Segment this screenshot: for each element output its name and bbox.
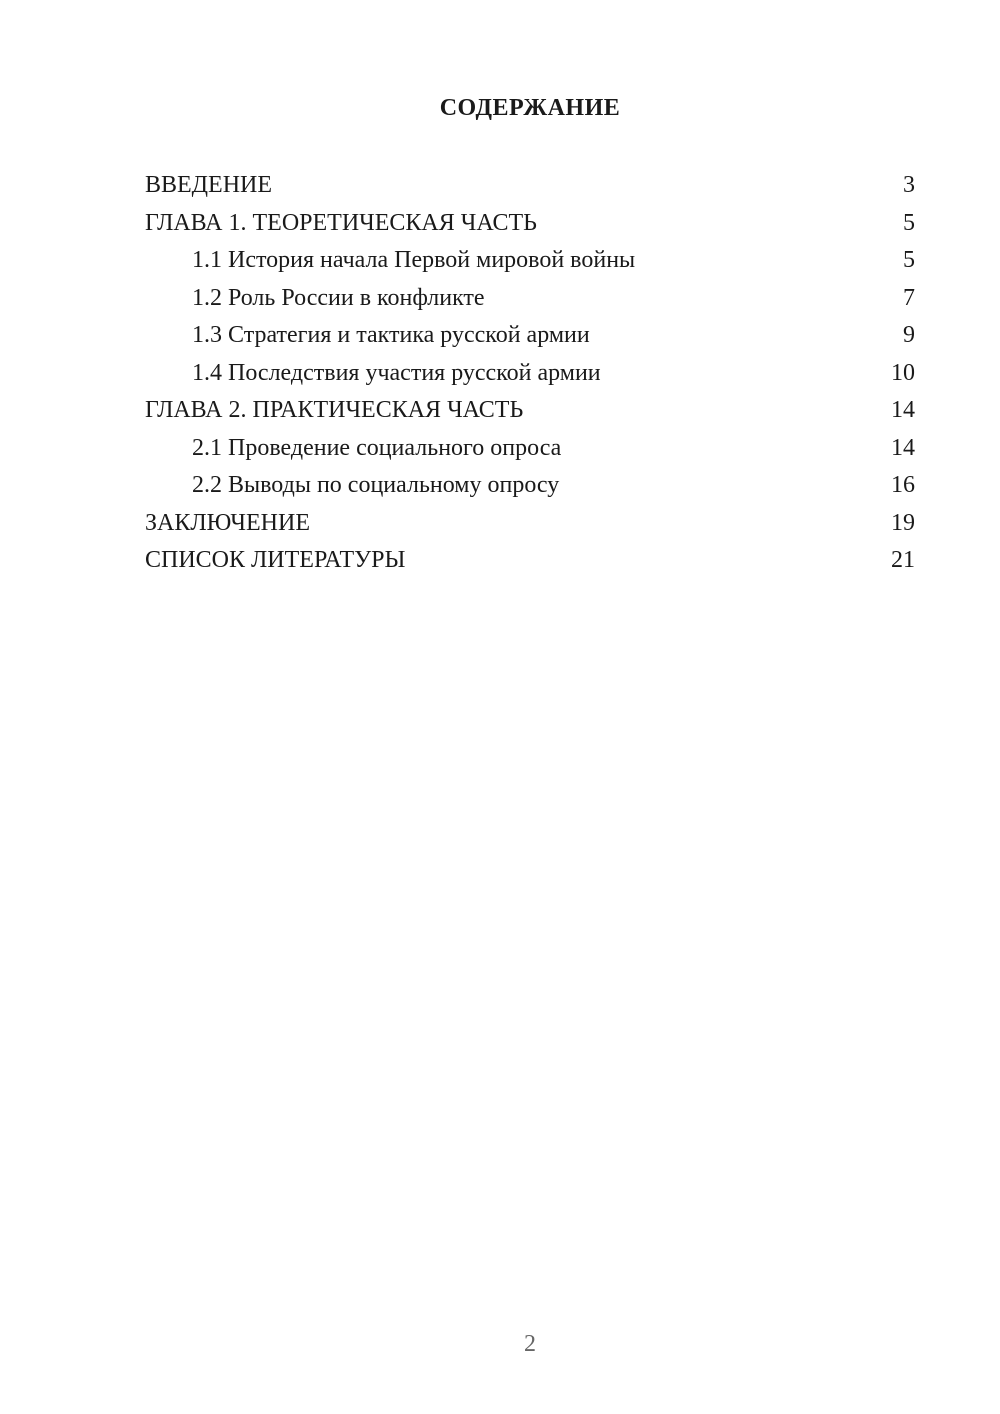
toc-entry-page: 14 <box>891 434 915 461</box>
toc-row <box>145 355 915 393</box>
toc-entry-page: 7 <box>903 284 915 311</box>
toc-entry-page: 3 <box>903 172 915 198</box>
toc-entry-page: 9 <box>903 322 915 348</box>
toc-entry-label: 1.3 Стратегия и тактика русской армии <box>192 322 590 348</box>
toc-row <box>145 505 915 543</box>
toc-row <box>145 242 915 280</box>
toc-entry-page: 19 <box>891 509 915 536</box>
toc-row <box>145 467 915 505</box>
toc-entry-label: 2.1 Проведение социального опроса <box>192 434 562 461</box>
toc-entry-label: ЗАКЛЮЧЕНИЕ <box>145 509 310 536</box>
toc-row <box>145 542 915 580</box>
footer-page-number: 2 <box>524 1331 536 1357</box>
toc-row <box>145 430 915 468</box>
table-of-contents <box>145 167 915 580</box>
toc-entry-page: 10 <box>891 359 915 386</box>
toc-row <box>145 280 915 318</box>
toc-entry-label: 1.2 Роль России в конфликте <box>192 284 485 311</box>
toc-entry-page: 5 <box>903 209 915 236</box>
toc-entry-page: 5 <box>903 247 915 273</box>
toc-entry-label: СПИСОК ЛИТЕРАТУРЫ <box>145 547 406 573</box>
toc-entry-page: 16 <box>891 472 915 498</box>
toc-entry-page: 14 <box>891 397 915 423</box>
toc-row <box>145 317 915 355</box>
toc-entry-label: ГЛАВА 2. ПРАКТИЧЕСКАЯ ЧАСТЬ <box>145 397 524 423</box>
toc-entry-label: 1.4 Последствия участия русской армии <box>192 359 601 386</box>
toc-entry-label: 2.2 Выводы по социальному опросу <box>192 472 560 498</box>
toc-entry-page: 21 <box>891 547 915 573</box>
toc-row <box>145 167 915 205</box>
content-column <box>145 0 915 580</box>
toc-entry-label: 1.1 История начала Первой мировой войны <box>192 247 636 273</box>
page-title: СОДЕРЖАНИЕ <box>439 95 621 121</box>
toc-entry-label: ВВЕДЕНИЕ <box>145 172 273 198</box>
toc-row <box>145 205 915 243</box>
toc-row <box>145 392 915 430</box>
toc-entry-label: ГЛАВА 1. ТЕОРЕТИЧЕСКАЯ ЧАСТЬ <box>145 209 537 236</box>
